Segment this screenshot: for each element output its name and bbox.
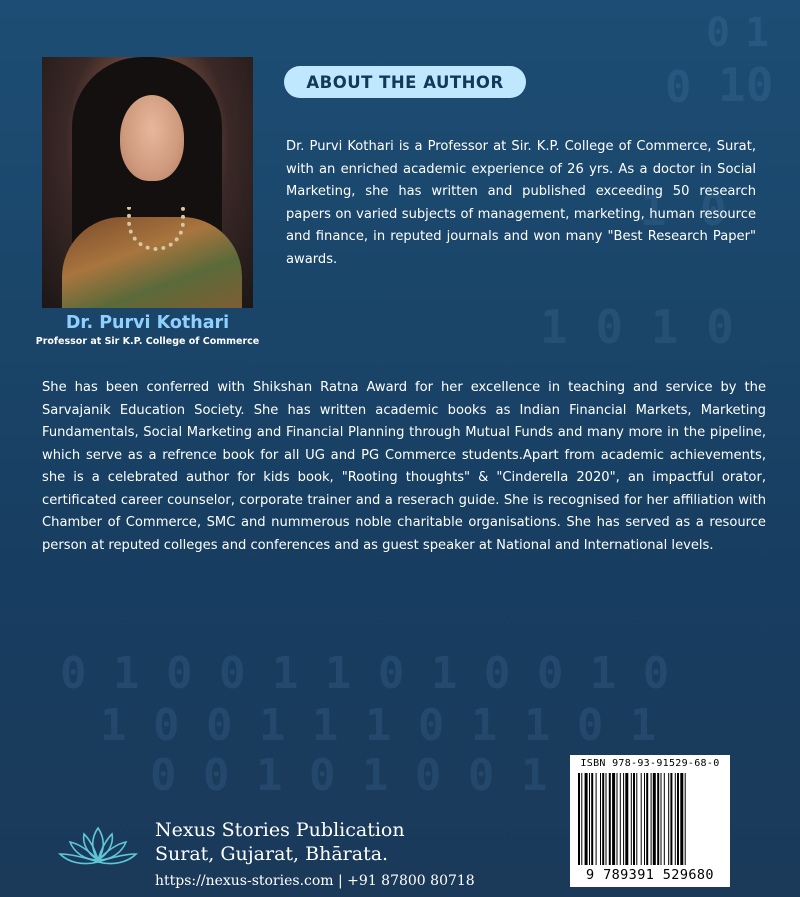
author-role: Professor at Sir K.P. College of Commerce: [35, 336, 260, 347]
bio-paragraph: She has been conferred with Shikshan Ratna Award for her excellence in teaching and service by the Sarvajanik Education Society. She has written academic books as Indian Financial Markets, Marketing Fundamentals, Social Marketing and Financial Planning through Mutual Funds and many more in the pipeline, which serve as a refrence book for all UG and PG Commerce students.Apart from academic achievements, she is a celebrated author for kids book, "Rooting thoughts" & "Cinderella 2020", an impactful orator, certificated career counselor, corporate trainer and a reserach guide. She is recognised for her affiliation with Chamber of Commerce, SMC and nummerous noble charitable organisations. She has served as a resource person at reputed colleges and conferences and as guest speaker at National and International levels.: [42, 380, 766, 553]
barcode-bars: [578, 773, 724, 865]
background-binary-pattern: 0 1 0 10 1 0 1 0 1 0 0 1 0 0 1 1 0 1 0 0 1 0 1 0 0 1 1 1 0 1 1 0 1 0 0 1 0 1 0 0 1: [60, 10, 774, 801]
lotus-logo-icon: [58, 820, 138, 870]
author-name: Dr. Purvi Kothari: [65, 313, 230, 333]
publisher-block: [155, 818, 475, 893]
isbn-barcode: [570, 755, 730, 887]
about-heading: ABOUT THE AUTHOR: [284, 66, 526, 98]
publisher-contact: https://nexus-stories.com | +91 87800 80718: [155, 873, 475, 889]
isbn-label: ISBN 978-93-91529-68-0: [580, 758, 720, 769]
publisher-location: Surat, Gujarat, Bhārata.: [155, 843, 389, 865]
author-photo: [42, 57, 253, 308]
isbn-digits: 9 789391 529680: [586, 867, 714, 883]
publisher-name: Nexus Stories Publication: [155, 819, 405, 841]
about-paragraph: Dr. Purvi Kothari is a Professor at Sir. K.P. College of Commerce, Surat, with an enriched academic experience of 26 yrs. As a doctor in Social Marketing, she has written and published exceeding 50 research papers on varied subjects of management, marketing, human resource and finance, in reputed journals and won many "Best Research Paper" awards.: [286, 139, 756, 267]
